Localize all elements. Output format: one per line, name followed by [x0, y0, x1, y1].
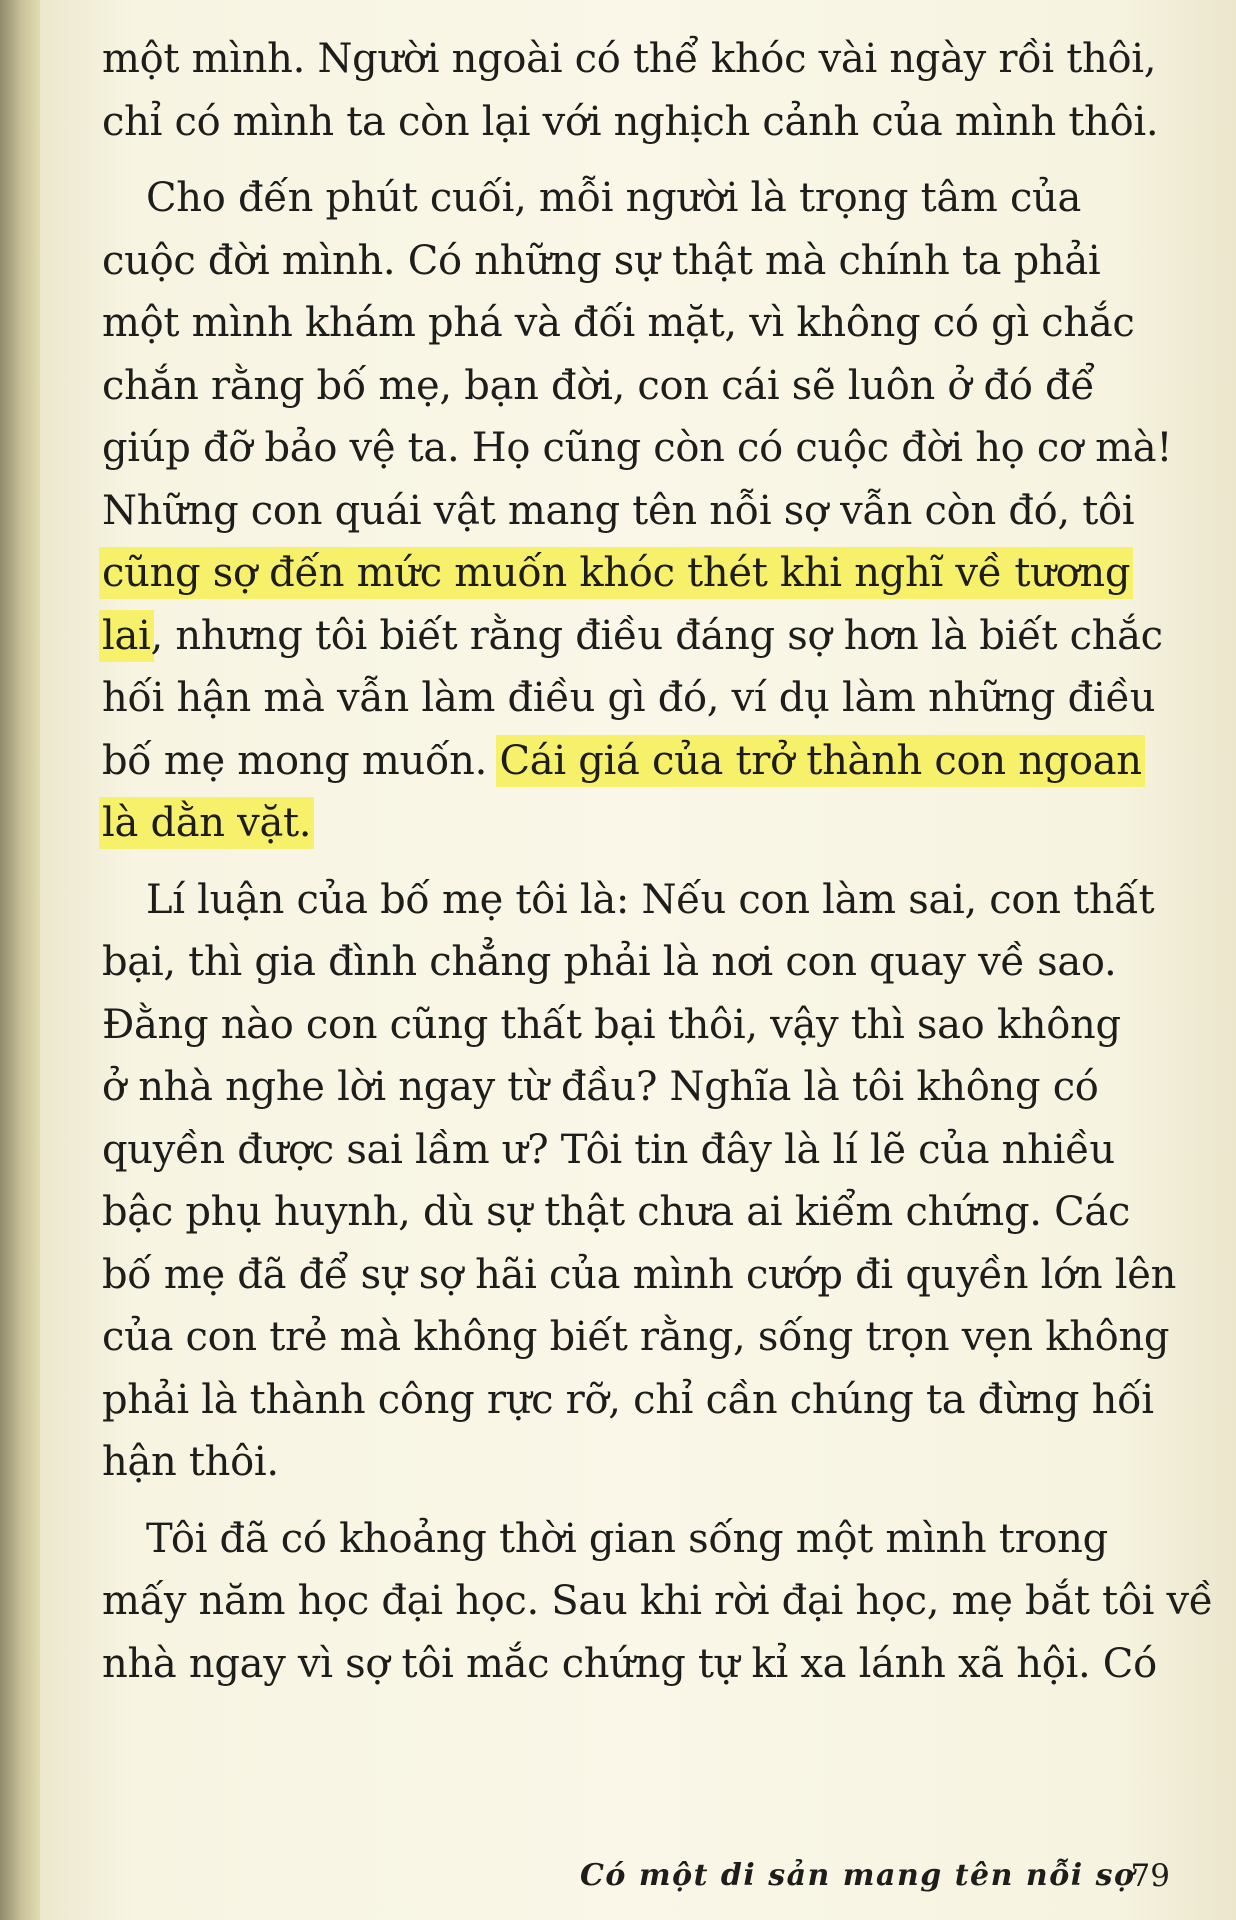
text-line: chắn rằng bố mẹ, bạn đời, con cái sẽ luôn ở đó để [102, 362, 1095, 409]
page-body-text [102, 28, 1214, 1695]
text-line: cuộc đời mình. Có những sự thật mà chính ta phải [102, 237, 1101, 284]
text-line: bậc phụ huynh, dù sự thật chưa ai kiểm chứng. Các [102, 1189, 1131, 1235]
text-line: bố mẹ đã để sự sợ hãi của mình cướp đi quyền lớn lên [102, 1251, 1177, 1298]
text-line: của con trẻ mà không biết rằng, sống trọn vẹn không [102, 1314, 1170, 1360]
text-line: giúp đỡ bảo vệ ta. Họ cũng còn có cuộc đời họ cơ mà! [102, 425, 1173, 471]
text-line: Tôi đã có khoảng thời gian sống một mình trong [146, 1515, 1108, 1562]
text-line: Đằng nào con cũng thất bại thôi, vậy thì sao không [102, 1001, 1121, 1048]
page-number: 79 [1130, 1858, 1170, 1894]
paragraph-1 [102, 28, 1159, 153]
text-line: Cho đến phút cuối, mỗi người là trọng tâm của [146, 175, 1082, 221]
text-line [102, 605, 1163, 668]
text-line [102, 730, 1142, 793]
running-footer-title: Có một di sản mang tên nỗi sợ [580, 1858, 1136, 1893]
text-line: một mình. Người ngoài có thể khóc vài ngày rồi thôi, [102, 36, 1157, 82]
text-line-highlighted [102, 542, 1131, 605]
text-line: một mình khám phá và đối mặt, vì không có gì chắc [102, 300, 1135, 346]
paragraph-4 [102, 1508, 1214, 1696]
book-page [40, 0, 1236, 1920]
text-line: Những con quái vật mang tên nỗi sợ vẫn còn đó, tôi [102, 487, 1135, 534]
paragraph-2 [102, 167, 1173, 855]
text-fragment: bố mẹ mong muốn. [102, 737, 500, 784]
paragraph-3 [102, 869, 1177, 1494]
text-line: phải là thành công rực rỡ, chỉ cần chúng ta đừng hối [102, 1376, 1154, 1423]
text-line: chỉ có mình ta còn lại với nghịch cảnh của mình thôi. [102, 98, 1159, 145]
text-line: mấy năm học đại học. Sau khi rời đại học, mẹ bắt tôi về [102, 1578, 1214, 1624]
text-line: nhà ngay vì sợ tôi mắc chứng tự kỉ xa lánh xã hội. Có [102, 1640, 1157, 1687]
page-footer [580, 1858, 1200, 1902]
highlight-mark: Cái giá của trở thành con ngoan [499, 737, 1142, 784]
text-line: ở nhà nghe lời ngay từ đầu? Nghĩa là tôi không có [102, 1064, 1099, 1110]
text-line: Lí luận của bố mẹ tôi là: Nếu con làm sai, con thất [146, 876, 1155, 923]
text-line: hối hận mà vẫn làm điều gì đó, ví dụ làm những điều [102, 675, 1156, 721]
text-line: quyền được sai lầm ư? Tôi tin đây là lí lẽ của nhiều [102, 1126, 1115, 1173]
text-line: bại, thì gia đình chẳng phải là nơi con quay về sao. [102, 939, 1117, 985]
highlight-mark: lai [102, 612, 151, 659]
highlight-mark: là dằn vặt. [102, 800, 312, 846]
text-line: hận thôi. [102, 1439, 279, 1485]
text-fragment: , nhưng tôi biết rằng điều đáng sợ hơn là biết chắc [150, 612, 1163, 659]
book-spine-edge [0, 0, 40, 1920]
highlight-mark: cũng sợ đến mức muốn khóc thét khi nghĩ về tương [102, 550, 1131, 596]
text-line-highlighted [102, 792, 1122, 855]
